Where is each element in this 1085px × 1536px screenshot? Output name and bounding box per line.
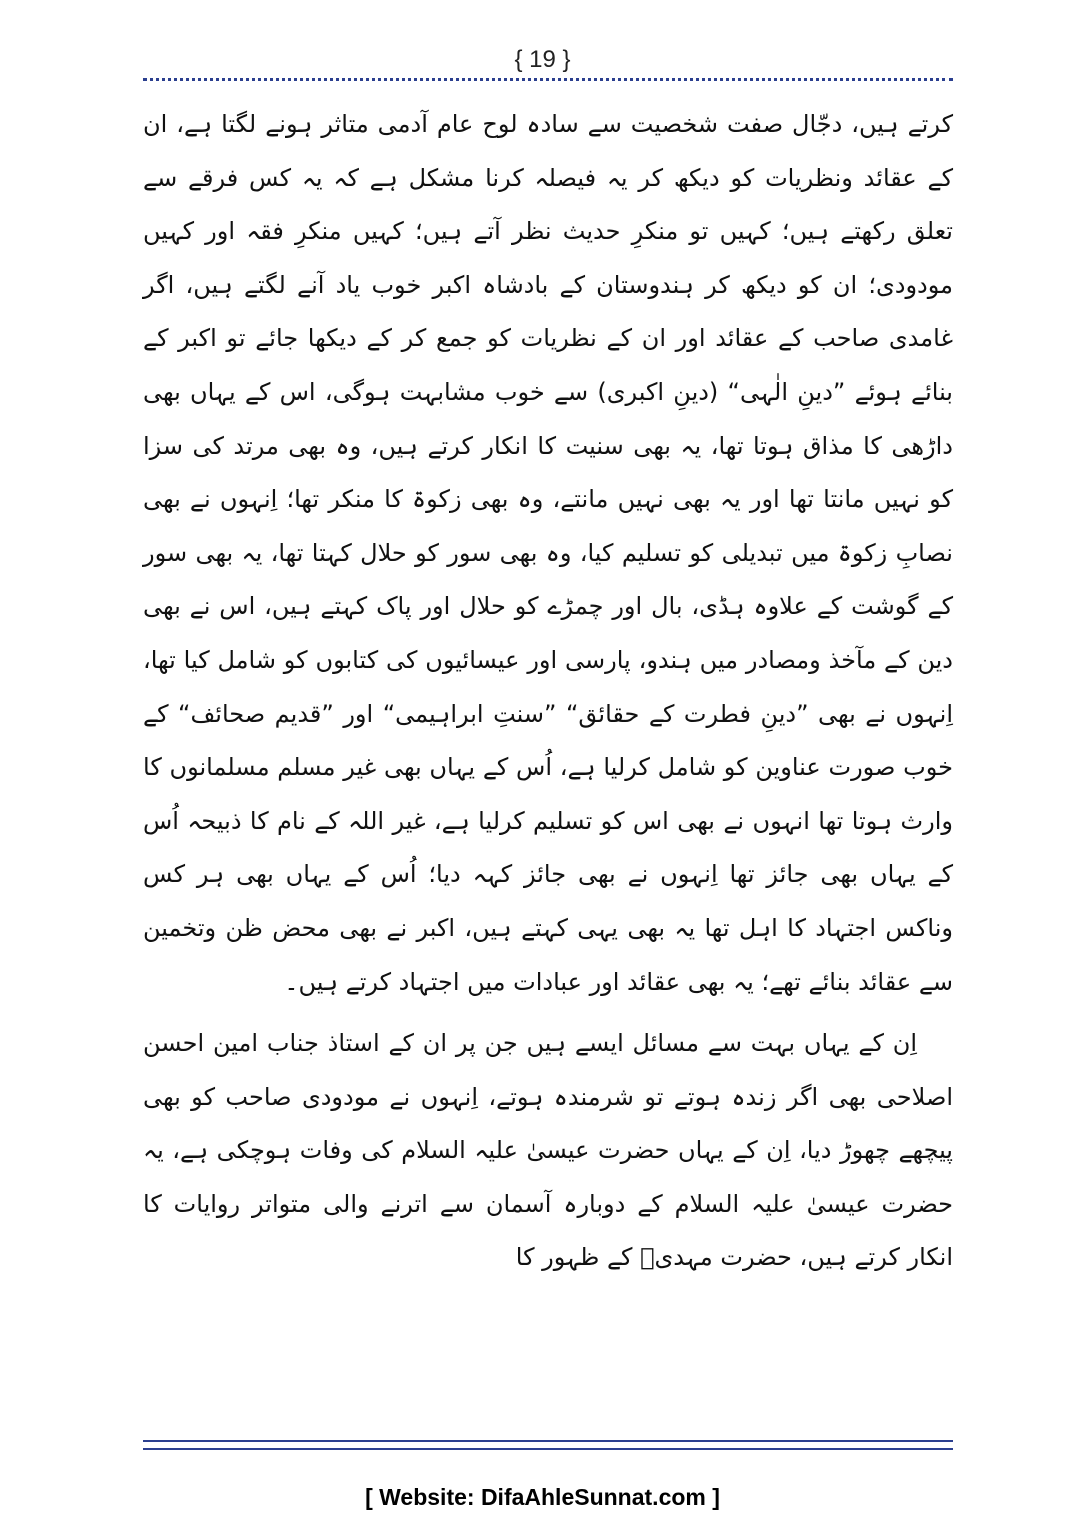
paragraph-1: کرتے ہیں، دجّال صفت شخصیت سے سادہ لوح عام آدمی متاثر ہونے لگتا ہے، ان کے عقائد ونظریات کو دیکھ کر یہ فیصلہ کرنا مشکل ہے کہ یہ کس فرقے سے تعلق رکھتے ہیں؛ کہیں تو منکرِ حدیث نظر آتے ہیں؛ کہیں منکرِ فقہ اور کہیں مودودی؛ ان کو دیکھ کر ہندوستان کے بادشاہ اکبر خوب یاد آنے لگتے ہیں، اگر غامدی صاحب کے عقائد اور ان کے نظریات کو جمع کر کے دیکھا جائے تو اکبر کے بنائے ہوئے ”دینِ الٰہی“ (دینِ اکبری) سے خوب مشابہت ہوگی، اس کے یہاں بھی داڑھی کا مذاق ہوتا تھا، یہ بھی سنیت کا انکار کرتے ہیں، وہ بھی مرتد کی سزا کو نہیں مانتا تھا اور یہ بھی نہیں مانتے، وہ بھی زکوۃ کا منکر تھا؛ اِنہوں نے بھی نصابِ زکوۃ میں تبدیلی کو تسلیم کیا، وہ بھی سور کو حلال کہتا تھا، یہ بھی سور کے گوشت کے علاوہ ہڈی، بال اور چمڑے کو حلال اور پاک کہتے ہیں، اس نے بھی دین کے مآخذ ومصادر میں ہندو، پارسی اور عیسائیوں کی کتابوں کو شامل کیا تھا، اِنہوں نے بھی ”دینِ فطرت کے حقائق“ ”سنتِ ابراہیمی“ اور ”قدیم صحائف“ کے خوب صورت عناوین کو شامل کرلیا ہے، اُس کے یہاں بھی غیر مسلم مسلمانوں کا وارث ہوتا تھا انہوں نے بھی اس کو تسلیم کرلیا ہے، غیر اللہ کے نام کا ذبیحہ اُس کے یہاں بھی جائز تھا اِنہوں نے بھی جائز کہہ دیا؛ اُس کے یہاں بھی ہر کس وناکس اجتہاد کا اہل تھا یہ بھی یہی کہتے ہیں، اکبر نے بھی محض ظن وتخمین سے عقائد بنائے تھے؛ یہ بھی عقائد اور عبادات میں اجتہاد کرتے ہیں۔ [143, 110, 953, 996]
page-number: { 19 } [514, 46, 571, 73]
bottom-double-rule [143, 1440, 953, 1450]
website-footer: [ Website: DifaAhleSunnat.com ] [365, 1484, 720, 1510]
top-dotted-rule [143, 78, 953, 81]
body-text [143, 98, 953, 1285]
paragraph-2: اِن کے یہاں بہت سے مسائل ایسے ہیں جن پر ان کے استاذ جناب امین احسن اصلاحی بھی اگر زندہ ہوتے تو شرمندہ ہوتے، اِنہوں نے مودودی صاحب کو بھی پیچھے چھوڑ دیا، اِن کے یہاں حضرت عیسیٰ علیہ السلام کی وفات ہوچکی ہے، یہ حضرت عیسیٰ علیہ السلام کے دوبارہ آسمان سے اترنے والی متواتر روایات کا انکار کرتے ہیں، حضرت مہدیؒ کے ظہور کا [143, 1029, 954, 1272]
